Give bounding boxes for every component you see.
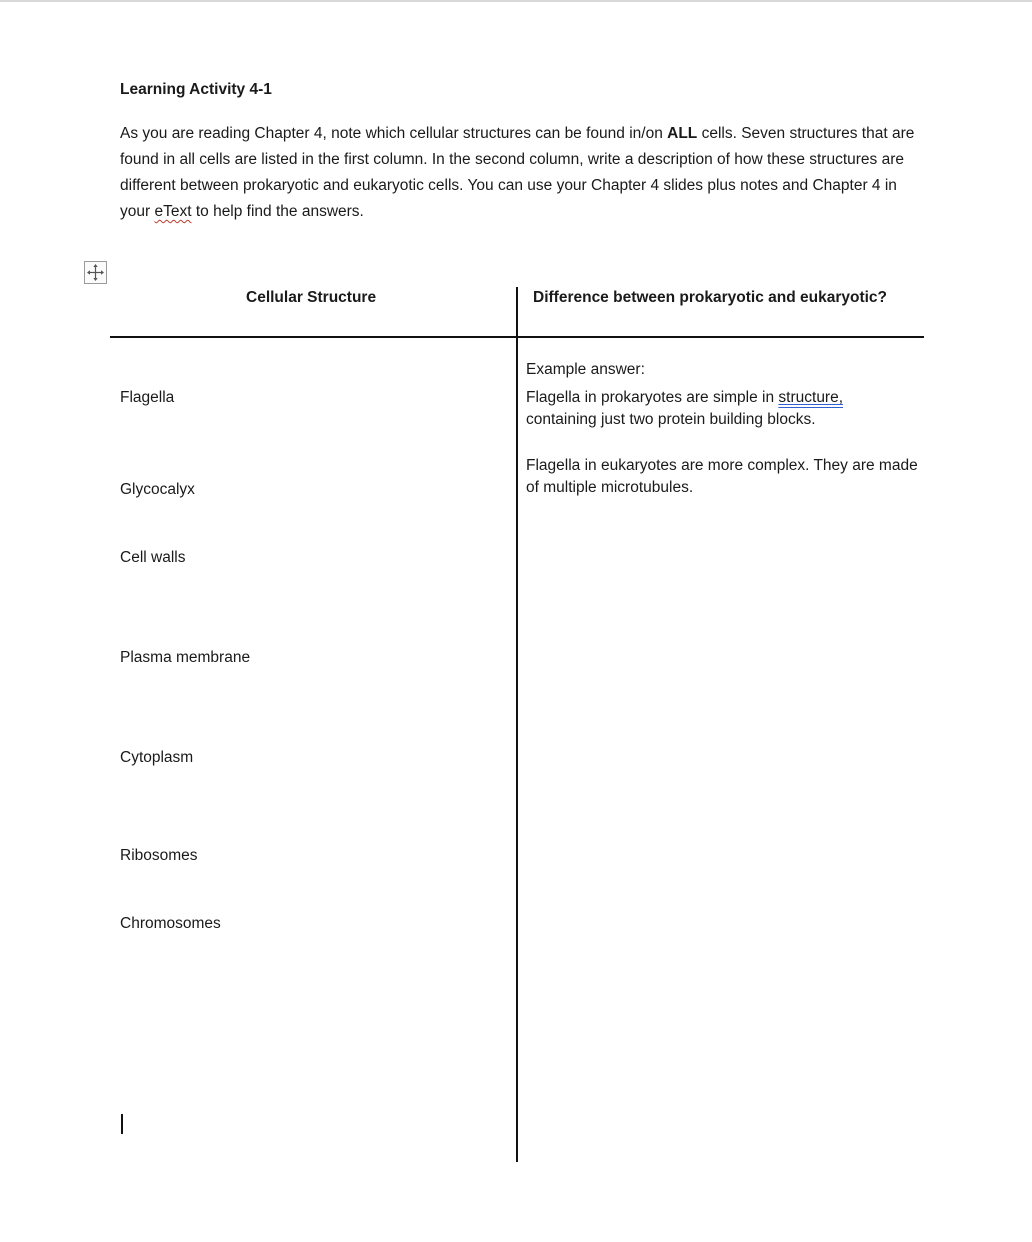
structure-cell-chromosomes[interactable]: Chromosomes: [120, 915, 221, 932]
intro-paragraph: [120, 121, 920, 225]
structure-cell-cytoplasm[interactable]: Cytoplasm: [120, 749, 194, 766]
structure-cell-ribosomes[interactable]: Ribosomes: [120, 847, 198, 864]
prokaryote-text-start: Flagella in prokaryotes are simple in: [526, 389, 779, 406]
grammar-flagged-word[interactable]: structure,: [778, 389, 844, 406]
example-answer-eukaryote[interactable]: Flagella in eukaryotes are more complex. They are made of multiple microtubules.: [526, 457, 918, 496]
table-move-handle[interactable]: [84, 261, 107, 284]
page-top-border: [0, 0, 1032, 2]
structure-cell-cell-walls[interactable]: Cell walls: [120, 549, 186, 566]
column-header-difference: Difference between prokaryotic and eukaryotic?: [533, 289, 888, 306]
structure-cell-glycocalyx[interactable]: Glycocalyx: [120, 481, 195, 498]
structure-cell-flagella[interactable]: Flagella: [120, 389, 175, 406]
intro-text-3: to help find the answers.: [191, 203, 364, 220]
document-title: Learning Activity 4-1: [120, 81, 272, 98]
prokaryote-text-line2: containing just two protein building blocks.: [526, 411, 816, 428]
spelling-flagged-word[interactable]: eText: [154, 203, 192, 220]
intro-text-1: As you are reading Chapter 4, note which cellular structures can be found in/on: [120, 125, 668, 142]
intro-text-2: cells. Seven structures that are found in all cells are listed in the first column. In the second column, write a description of how these structures are different between prokaryotic and eukaryotic cells. You can use your Chapter 4 slides plus notes and Chapter 4 in your: [120, 125, 915, 220]
example-answer-prokaryote[interactable]: [526, 387, 921, 431]
table-column-divider: [516, 287, 518, 1162]
intro-emphasis: ALL: [667, 125, 698, 142]
example-answer-label[interactable]: Example answer:: [526, 361, 645, 378]
column-header-structure: Cellular Structure: [246, 289, 377, 306]
move-arrows-icon: [85, 262, 106, 283]
structure-cell-plasma-membrane[interactable]: Plasma membrane: [120, 649, 251, 666]
text-cursor: [121, 1114, 123, 1134]
